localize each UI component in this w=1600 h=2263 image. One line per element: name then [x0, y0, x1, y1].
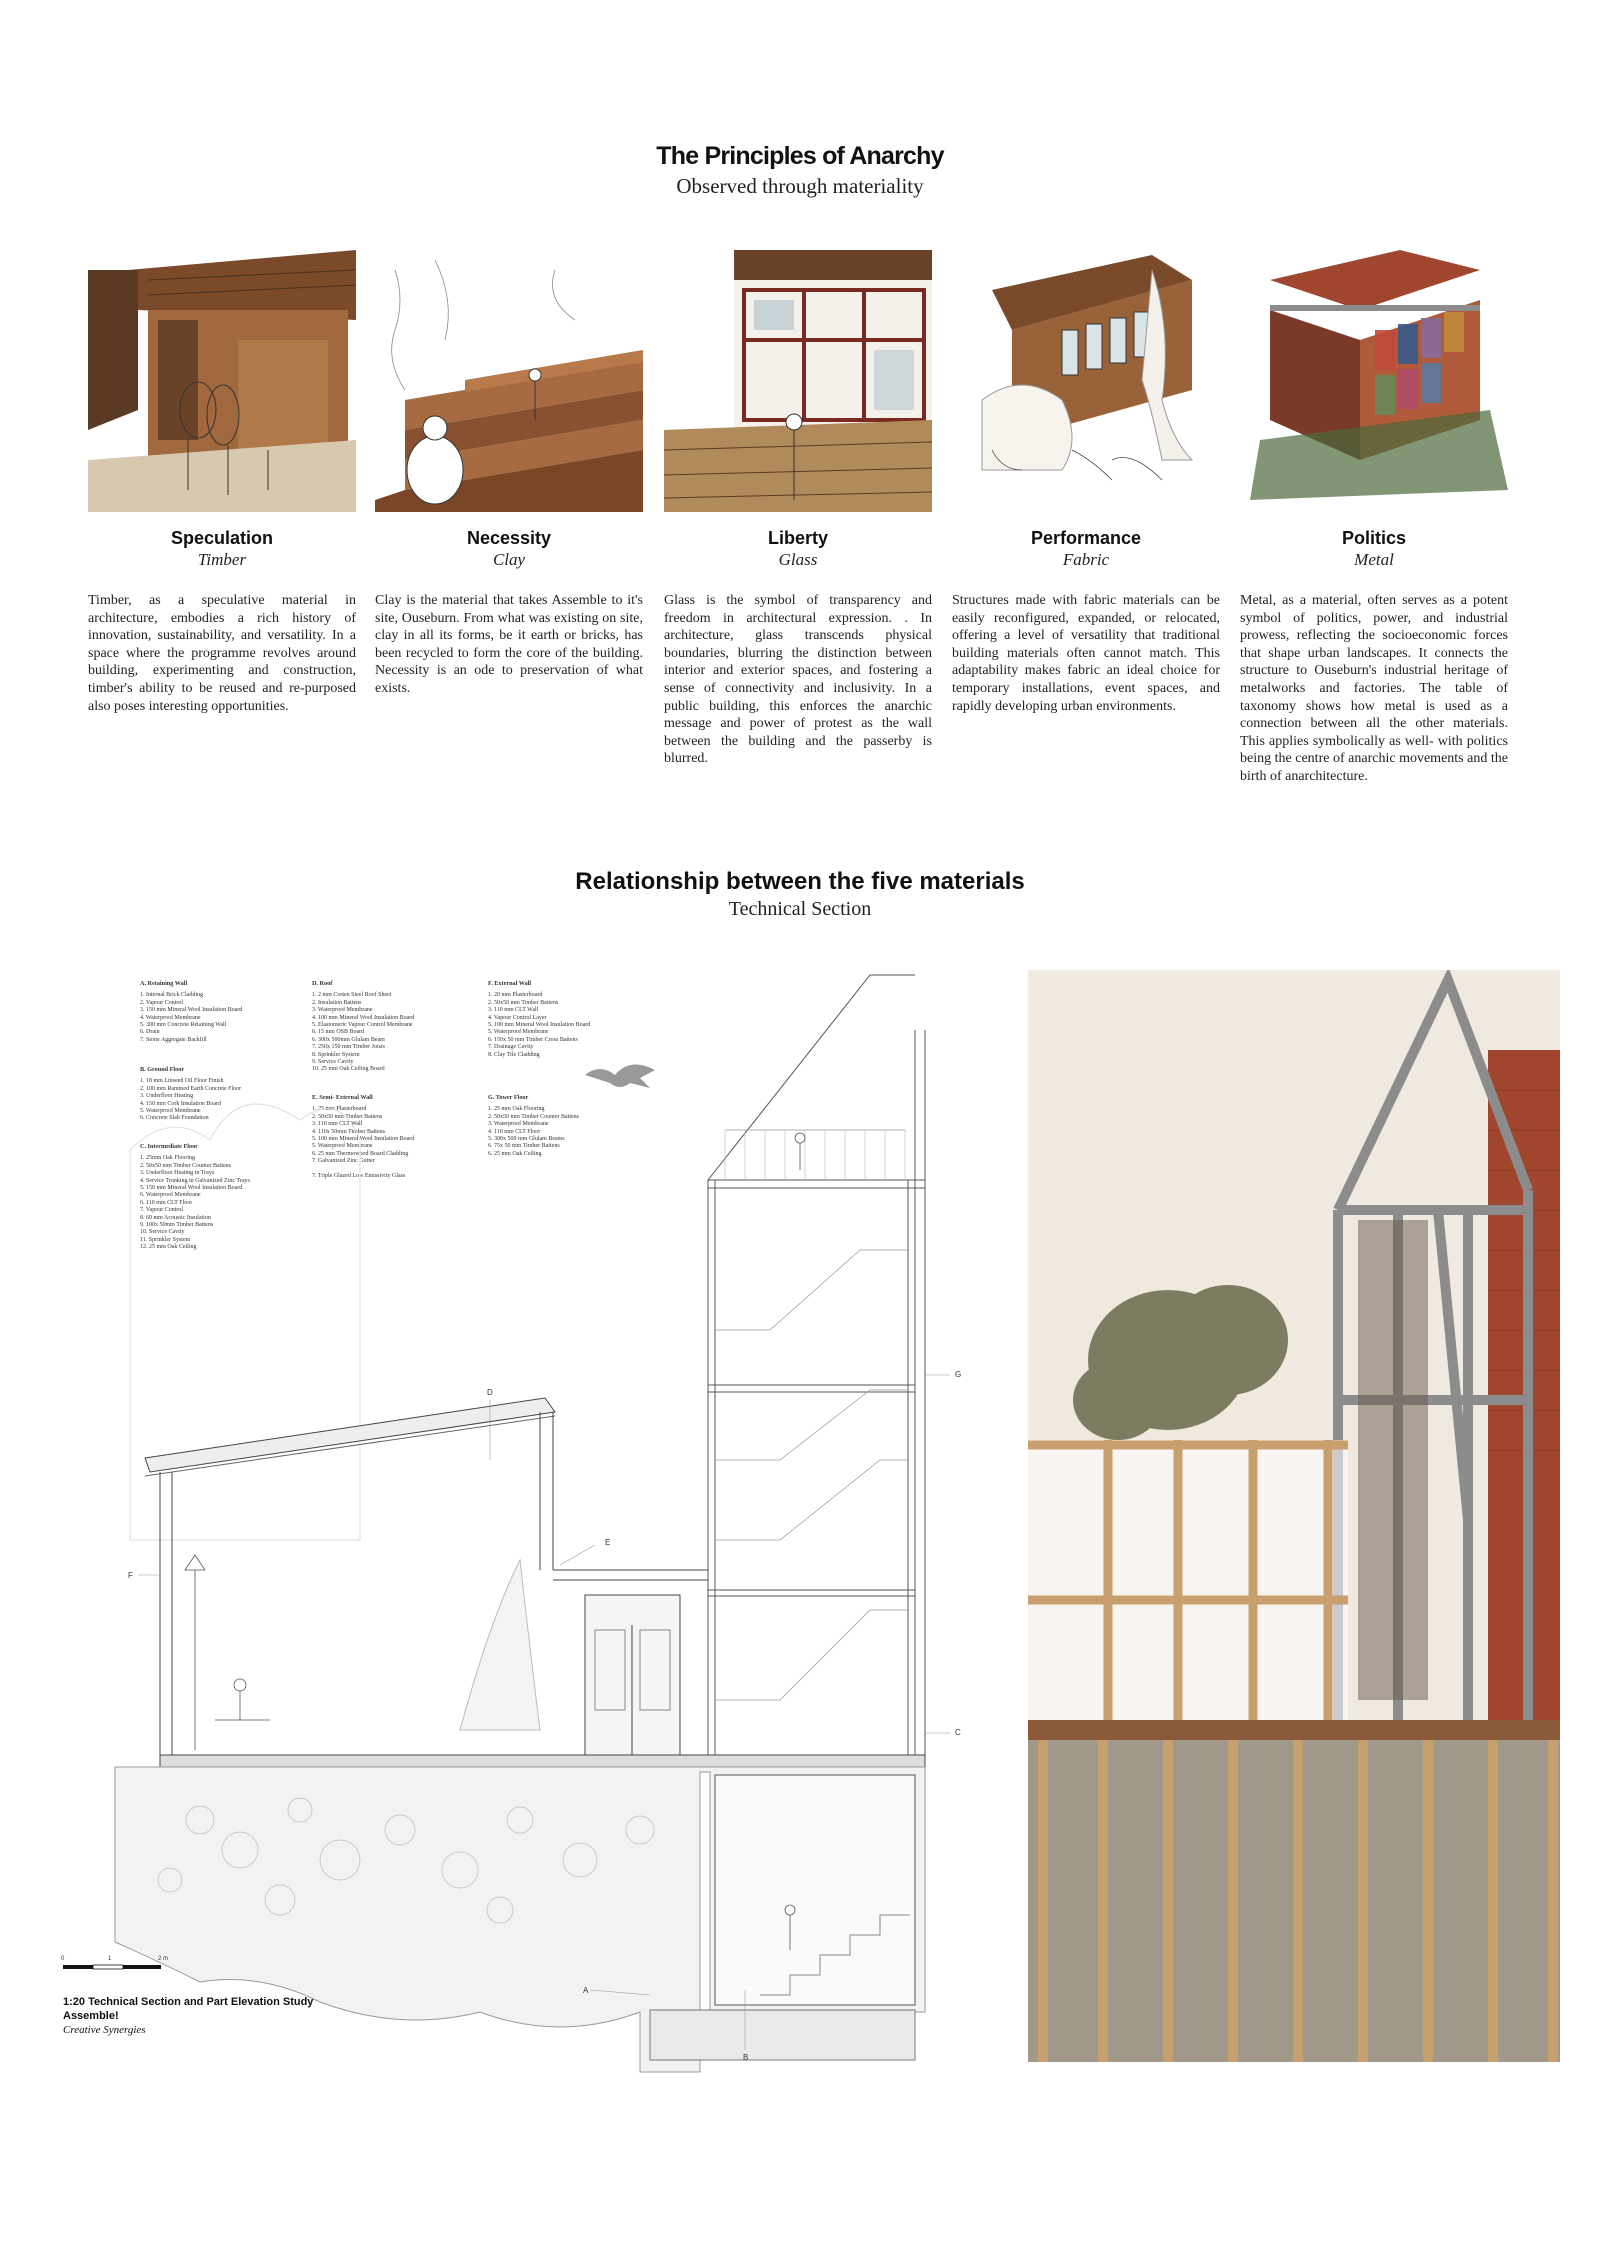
legend-item: 2. Vapour Control — [140, 999, 184, 1006]
page-title: The Principles of Anarchy — [656, 142, 944, 170]
material-subtitle: Metal — [1354, 550, 1394, 569]
drawing-label-b: B — [743, 2053, 749, 2062]
legend-item: 4. 150 mm Cork Insulation Board — [140, 1100, 221, 1107]
legend-item: 5. 300x 500 mm Glulam Beams — [488, 1136, 565, 1143]
material-description: Clay is the material that takes Assemble to it's site, Ouseburn. From what was existing on site, clay in all its forms, be it earth or bricks, has been recycled to form the core of the building. Necessity is an ode to preservation of what exists. — [375, 593, 643, 696]
clay-sketch-image — [375, 250, 643, 512]
legend-item: 1. Internal Brick Cladding — [140, 992, 203, 999]
legend-item: 3. 110 mm CLT Wall — [488, 1007, 539, 1014]
legend-item: 7. Stone Aggregate Backfill — [140, 1036, 207, 1043]
technical-section-drawing — [0, 960, 1000, 2090]
scale-two: 2 m — [158, 1956, 169, 1962]
legend-item: 3. 150 mm Mineral Wool Insulation Board — [140, 1007, 243, 1014]
legend-item: 5. 150 mm Mineral Wool Insulation Board — [140, 1185, 243, 1192]
legend-item: 1. 2 mm Corten Steel Roof Sheet — [312, 992, 392, 999]
legend-item: 6. Drain — [140, 1029, 160, 1036]
bird-sketch — [585, 1065, 655, 1088]
legend-item: 5. Waterproof Membrane — [312, 1143, 373, 1150]
legend-item: 10. 25 mm Oak Ceiling Board — [312, 1066, 385, 1073]
legend-item: 5. 100 mm Mineral Wool Insulation Board — [312, 1136, 415, 1143]
legend-item: 6. 150x 50 mm Timber Cross Battens — [488, 1036, 578, 1043]
legend-item: 9. Service Cavity — [312, 1059, 354, 1066]
legend-item: 7. Vapour Control — [140, 1207, 184, 1214]
legend-item: 6. 75x 50 mm Timber Battens — [488, 1143, 560, 1150]
material-subtitle: Fabric — [1062, 550, 1110, 569]
legend-item: 7. Drainage Cavity — [488, 1044, 534, 1051]
legend-heading: A. Retaining Wall — [140, 980, 188, 987]
legend-item: 3. Underfloor Heating — [140, 1093, 194, 1100]
drawing-label-f: F — [128, 1571, 133, 1580]
material-subtitle: Glass — [778, 550, 818, 569]
legend-item: 4. 100 mm Mineral Wool Insulation Board — [312, 1014, 415, 1021]
scale-zero: 0 — [61, 1956, 65, 1962]
material-column-speculation — [88, 250, 356, 715]
legend-item: 2. 100 mm Rammed Earth Concrete Floor — [140, 1085, 242, 1092]
material-column-necessity — [375, 250, 643, 698]
caption-title: 1:20 Technical Section and Part Elevation Study — [63, 1996, 314, 2008]
metal-sketch-image — [1240, 250, 1508, 512]
legend-item: 7. Triple Glazed Low Emissivity Glass — [312, 1172, 406, 1179]
legend-heading: F. External Wall — [488, 980, 532, 987]
drawing-caption — [63, 1995, 313, 2037]
legend-item: 2. 50x50 mm Timber Counter Battens — [488, 1113, 580, 1120]
caption-subtitle: Creative Synergies — [63, 2024, 146, 2036]
legend-item: 1. 20 mm Plasterboard — [488, 992, 543, 999]
material-column-politics — [1240, 250, 1508, 786]
legend-item: 3. Waterproof Membrane — [312, 1007, 373, 1014]
legend-item: 11. Sprinkler System — [140, 1236, 191, 1243]
legend-heading: B. Ground Floor — [140, 1066, 185, 1073]
part-elevation-render — [1028, 970, 1560, 2062]
drawing-label-g: G — [955, 1370, 962, 1379]
legend-item: 3. 110 mm CLT Wall — [312, 1121, 363, 1128]
timber-band — [1028, 1720, 1560, 1740]
material-description: Metal, as a material, often serves as a potent symbol of politics, power, and industrial prowess, reflecting the socioeconomic forces that shape urban landscapes. It connects the structure to Ouseburn's industrial heritage of metalworks and factories. The table of taxonomy shows how metal is used as a connection between all the other materials. This applies symbolically as well- with politics being the centre of anarchic movements and the birth of anarchitecture. — [1240, 593, 1508, 784]
legend-item: 8. Sprinkler System — [312, 1051, 360, 1058]
legend-item: 12. 25 mm Oak Ceiling — [140, 1244, 197, 1251]
legend-item: 2. 50x50 mm Timber Battens — [312, 1113, 383, 1120]
legend-item: 9. 100x 50mm Timber Battens — [140, 1222, 214, 1229]
legend-item: 2. Insulation Battens — [312, 999, 362, 1006]
drawing-label-d: D — [487, 1388, 493, 1397]
legend-item: 2. 50x50 mm Timber Battens — [488, 999, 559, 1006]
material-subtitle: Clay — [492, 550, 526, 569]
drawing-label-e: E — [605, 1538, 611, 1547]
legend-item: 5. Waterproof Membrane — [488, 1029, 549, 1036]
legend-heading: D. Roof — [312, 980, 333, 987]
material-description: Glass is the symbol of transparency and freedom in architectural expression. . In architecture, glass transcends physical boundaries, blurring the distinction between interior and exterior spaces, and fostering a sense of connectivity and inclusivity. In a public building, this enforces the anarchic message and power of protest as the wall between the building and the passerby is blurred. — [664, 593, 932, 767]
legend-item: 6. 300x 500mm Glulam Beam — [312, 1036, 385, 1043]
legend-item: 5. Elastomeric Vapour Control Membrane — [312, 1022, 413, 1029]
legend-item: 3. Underfloor Heating in Trays — [140, 1170, 215, 1177]
material-title: Liberty — [767, 528, 828, 548]
legend-item: 8. 60 mm Acoustic Insulation — [140, 1214, 211, 1221]
material-title: Politics — [1341, 528, 1407, 548]
legend-item: 1. 18 mm Linseed Oil Floor Finish — [140, 1078, 224, 1085]
fabric-sketch-image — [952, 250, 1220, 512]
legend-heading: G. Tower Floor — [488, 1094, 529, 1101]
legend-heading: E. Semi- External Wall — [312, 1094, 373, 1101]
legend-item: 6. 15 mm OSB Board — [312, 1029, 365, 1036]
legend-item: 3. Waterproof Membrane — [488, 1121, 549, 1128]
legend-item: 1. 25 mm Plasterboard — [312, 1106, 367, 1113]
legend-item: 5. 300 mm Concrete Retaining Wall — [140, 1022, 227, 1029]
material-title: Necessity — [466, 528, 552, 548]
material-subtitle: Timber — [197, 550, 247, 569]
legend-item: 4. Waterproof Membrane — [140, 1014, 201, 1021]
legend-item: 4. 110x 50mm Timber Battens — [312, 1128, 385, 1135]
page-subtitle: Observed through materiality — [676, 174, 924, 198]
section-title: Relationship between the five materials — [575, 868, 1025, 895]
legend-heading: C. Intermediate Floor — [140, 1143, 198, 1150]
glass-sketch-image — [664, 250, 932, 512]
legend-item: 6. 25 mm Oak Ceiling — [488, 1150, 542, 1157]
drawing-label-a: A — [583, 1986, 589, 1995]
legend-item: 1. 25 mm Oak Flooring — [488, 1106, 545, 1113]
legend-item: 7. Galvanized Zinc Gutter — [312, 1158, 375, 1165]
legend-item: 4. 110 mm CLT Floor — [488, 1128, 541, 1135]
legend-item: 6. 25 mm Thermowood Board Cladding — [312, 1150, 409, 1157]
material-description: Timber, as a speculative material in architecture, embodies a rich history of innovation, sustainability, and versatility. In a space where the programme revolves around building, experimenting and construction, timber's ability to be reused and re-purposed also poses interesting opportunities. — [88, 593, 356, 714]
section-subtitle: Technical Section — [728, 898, 872, 920]
legend-item: 4. Vapour Control Layer — [488, 1014, 547, 1021]
legend-item: 8. Clay Tile Cladding — [488, 1051, 540, 1058]
material-title: Performance — [1030, 528, 1142, 548]
legend-item: 6. 110 mm CLT Floor — [140, 1199, 193, 1206]
material-title: Speculation — [170, 528, 273, 548]
legend-item: 1. 25mm Oak Flooring — [140, 1155, 195, 1162]
scale-one: 1 — [108, 1956, 112, 1962]
material-column-performance — [952, 250, 1220, 715]
material-column-liberty — [664, 250, 932, 768]
legend-item: 5. 100 mm Mineral Wool Insulation Board — [488, 1022, 591, 1029]
legend-item: 6. Concrete Slab Foundation — [140, 1115, 209, 1122]
legend-item: 6. Waterproof Membrane — [140, 1192, 201, 1199]
material-description: Structures made with fabric materials can be easily reconfigured, expanded, or relocated, offering a level of versatility that traditional building materials often cannot match. This adaptability makes fabric an ideal choice for temporary installations, event spaces, and rapidly developing urban environments. — [952, 593, 1220, 714]
caption-project: Assemble! — [63, 2010, 119, 2022]
timber-sketch-image — [88, 250, 356, 512]
legend-item: 2. 50x50 mm Timber Counter Battens — [140, 1162, 232, 1169]
legend-item: 5. Waterproof Membrane — [140, 1108, 201, 1115]
legend-item: 10. Service Cavity — [140, 1229, 185, 1236]
legend-item: 7. 250x 150 mm Timber Joists — [312, 1044, 386, 1051]
drawing-label-c: C — [955, 1728, 961, 1737]
legend-item: 4. Service Trunking in Galvanized Zinc Trays — [140, 1177, 250, 1184]
